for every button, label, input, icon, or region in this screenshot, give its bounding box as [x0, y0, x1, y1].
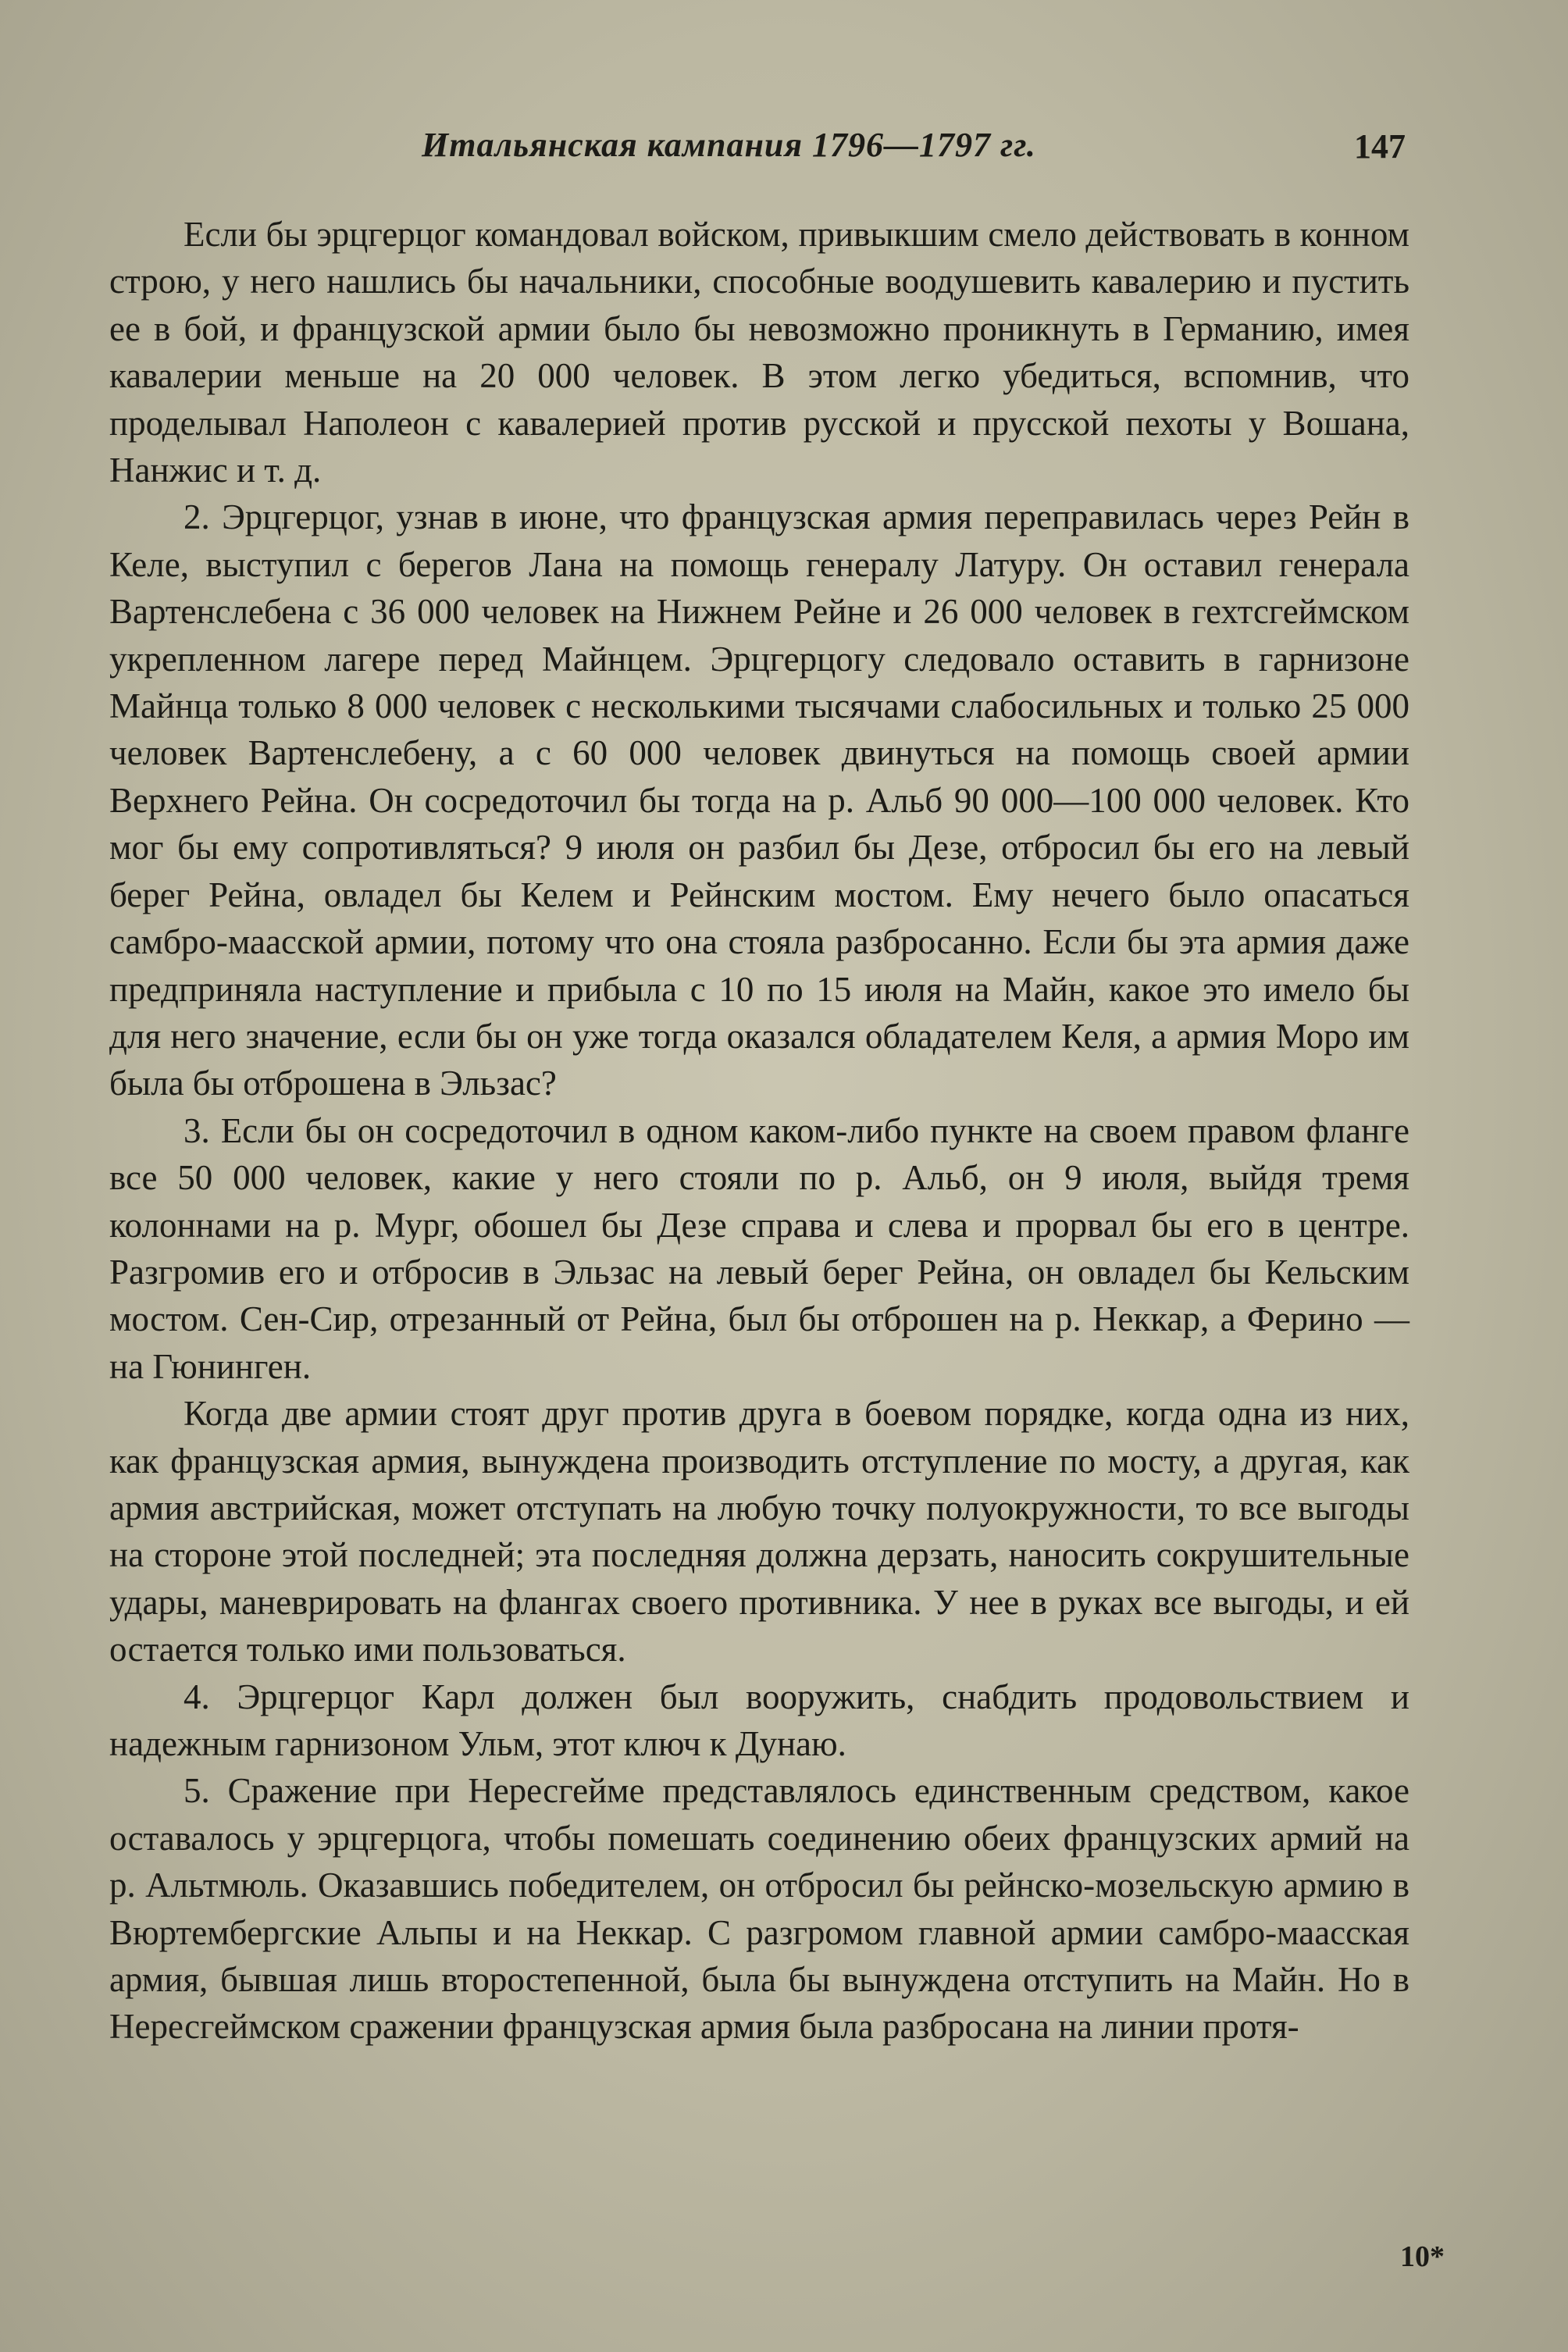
page-number: 147 [1354, 127, 1406, 166]
running-title: Итальянская кампания 1796—1797 гг. [422, 126, 1036, 164]
paragraph: 2. Эрцгерцог, узнав в июне, что французская армия переправилась через Рейн в Келе, выступил с берегов Лана на помощь генералу Латуру. Он оставил генерала Вартенслебена с 36 000 человек на Нижнем Рейне и 26 000 человек в гехтсгеймском укрепленном лагере перед Майнцем. Эрцгерцогу следовало оставить в гарнизоне Майнца только 8 000 человек с несколькими тысячами слабосильных и только 25 000 человек Вартенслебену, а с 60 000 человек двинуться на помощь своей армии Верхнего Рейна. Он сосредоточил бы тогда на р. Альб 90 000—100 000 человек. Кто мог бы ему сопротивляться? 9 июля он разбил бы Дезе, отбросил бы его на левый берег Рейна, овладел бы Келем и Рейнским мостом. Ему нечего было опасаться самбро-маасской армии, потому что она стояла разбросанно. Если бы эта армия даже предприняла наступление и прибыла с 10 по 15 июля на Майн, какое это имело бы для него значение, если бы он уже тогда оказался обладателем Келя, а армия Моро им была бы отброшена в Эльзас? [109, 497, 1409, 1103]
paragraph: 3. Если бы он сосредоточил в одном каком-либо пункте на своем правом фланге все 50 000 человек, какие у него стояли по р. Альб, он 9 июля, выйдя тремя колоннами на р. Мург, обошел бы Дезе справа и слева и прорвал бы его в центре. Разгромив его и отбросив в Эльзас на левый берег Рейна, он овладел бы Кельским мостом. Сен-Сир, отрезанный от Рейна, был бы отброшен на р. Неккар, а Ферино — на Гюнинген. [109, 1110, 1409, 1386]
paragraph: Если бы эрцгерцог командовал войском, привыкшим смело действовать в конном строю, у него нашлись бы начальники, способные воодушевить кавалерию и пустить ее в бой, и французской армии было бы невозможно проникнуть в Германию, имея кавалерии меньше на 20 000 человек. В этом легко убедиться, вспомнив, что проделывал Наполеон с кавалерией против русской и прусской пехоты у Вошана, Нанжис и т. д. [109, 215, 1409, 490]
page-header [422, 125, 1406, 180]
body-text [109, 211, 1409, 2051]
paragraph: 5. Сражение при Нересгейме представлялось единственным средством, какое оставалось у эрцгерцога, чтобы помешать соединению обеих французских армий на р. Альтмюль. Оказавшись победителем, он отбросил бы рейнско-мозельскую армию в Вюртембергские Альпы и на Неккар. С разгромом главной армии самбро-маасская армия, бывшая лишь второстепенной, была бы вынуждена отступить на Майн. Но в Нересгеймском сражении французская армия была разбросана на линии протя- [109, 1771, 1409, 2047]
paragraph: 4. Эрцгерцог Карл должен был вооружить, снабдить продовольствием и надежным гарнизоном Ульм, этот ключ к Дунаю. [109, 1677, 1409, 1763]
signature-mark: 10* [1400, 2240, 1445, 2273]
paragraph: Когда две армии стоят друг против друга в боевом порядке, когда одна из них, как французская армия, вынуждена производить отступление по мосту, а другая, как армия австрийская, может отступать на любую точку полуокружности, то все выгоды на стороне этой последней; эта последняя должна дерзать, наносить сокрушительные удары, маневрировать на флангах своего противника. У нее в руках все выгоды, и ей остается только ими пользоваться. [109, 1394, 1409, 1670]
